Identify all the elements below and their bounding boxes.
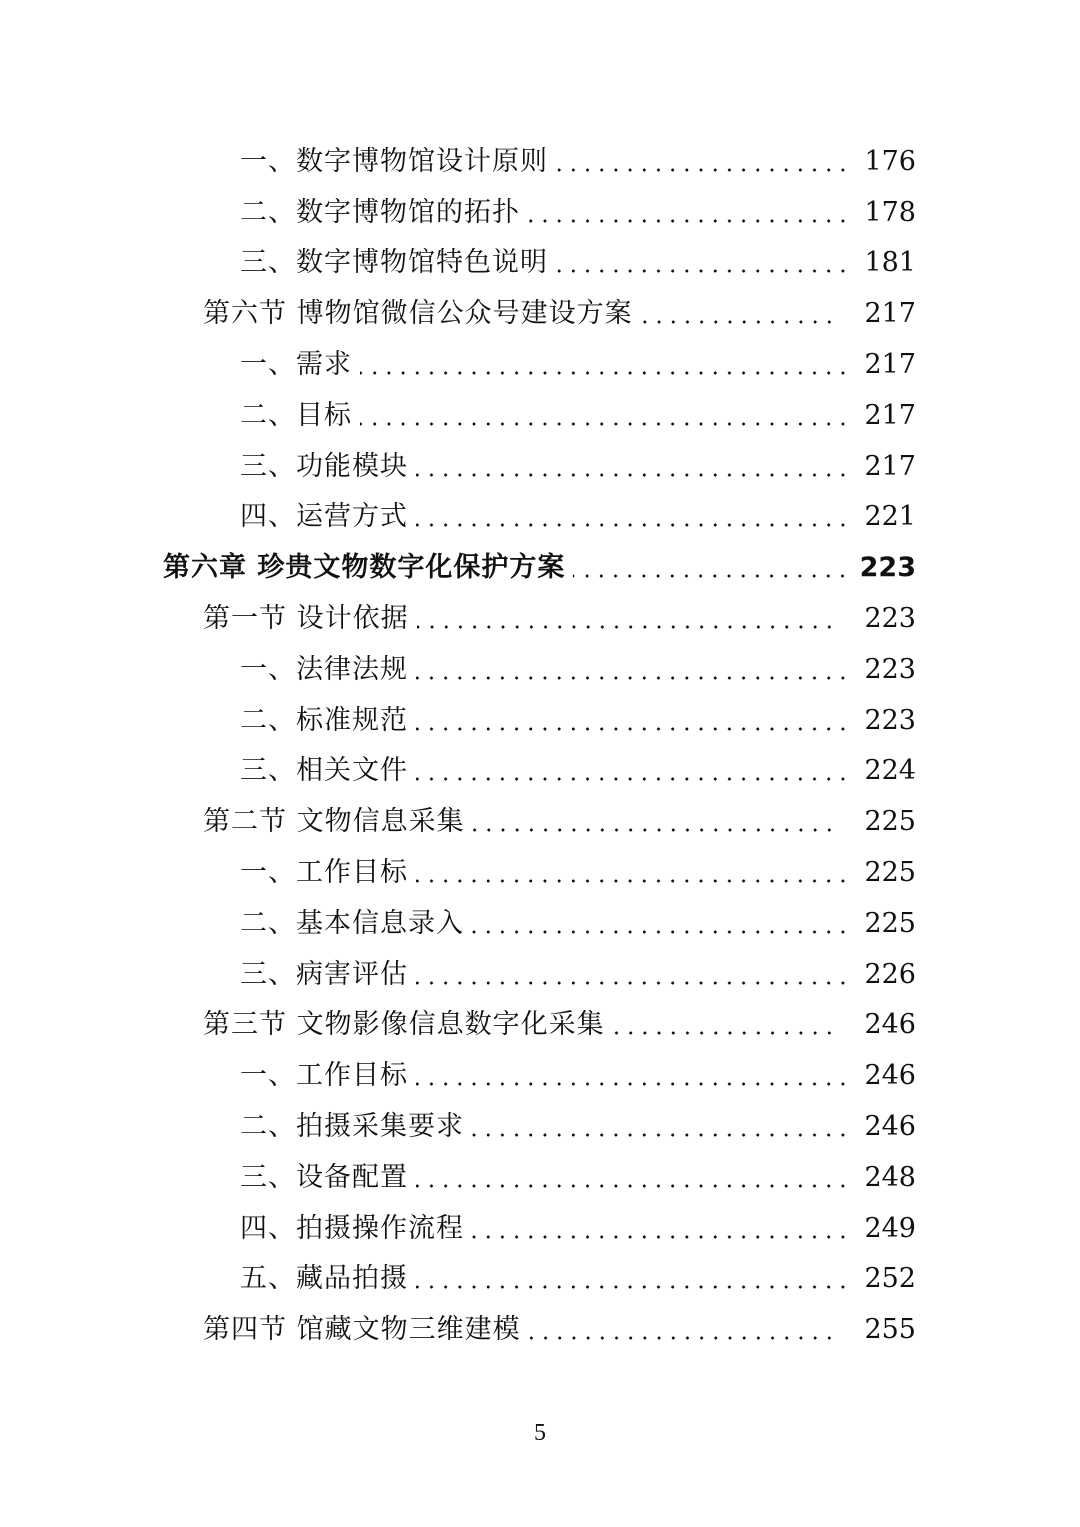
dot-leader <box>641 320 836 324</box>
toc-entry-title: 二、目标 <box>240 399 352 431</box>
toc-subsection-entry[interactable] <box>0 644 1080 695</box>
toc-entry-page: 217 <box>864 450 916 482</box>
toc-entry-page: 223 <box>864 603 916 635</box>
toc-entry-title: 第一节 设计依据 <box>203 603 409 635</box>
toc-entry-page: 178 <box>864 196 916 228</box>
dot-leader <box>416 879 850 883</box>
toc-entry-title: 一、需求 <box>240 349 352 381</box>
dot-leader <box>472 1133 850 1137</box>
toc-subsection-entry[interactable] <box>0 1050 1080 1101</box>
toc-subsection-entry[interactable] <box>0 441 1080 492</box>
toc-subsection-entry[interactable] <box>0 847 1080 898</box>
dot-leader <box>528 219 850 223</box>
toc-entry-page: 217 <box>864 399 916 431</box>
toc-section-entry[interactable] <box>0 1304 1080 1355</box>
toc-entry-page: 246 <box>864 1060 916 1092</box>
toc-entry-page: 226 <box>864 958 916 990</box>
toc-subsection-entry[interactable] <box>0 390 1080 441</box>
dot-leader <box>416 727 850 731</box>
toc-entry-page: 225 <box>864 806 916 838</box>
toc-subsection-entry[interactable] <box>0 136 1080 187</box>
dot-leader <box>416 1285 850 1289</box>
toc-entry-page: 248 <box>864 1161 916 1193</box>
toc-subsection-entry[interactable] <box>0 949 1080 1000</box>
toc-entry-title: 一、工作目标 <box>240 857 408 889</box>
toc-chapter-entry[interactable] <box>0 542 1080 593</box>
toc-entry-page: 246 <box>864 1111 916 1143</box>
dot-leader <box>416 1082 850 1086</box>
toc-section-entry[interactable] <box>0 796 1080 847</box>
dot-leader <box>573 574 850 578</box>
toc-entry-title: 第四节 馆藏文物三维建模 <box>203 1314 521 1346</box>
dot-leader <box>416 1184 850 1188</box>
dot-leader <box>556 168 850 172</box>
dot-leader <box>360 371 850 375</box>
toc-section-entry[interactable] <box>0 593 1080 644</box>
toc-entry-page: 176 <box>864 145 916 177</box>
dot-leader <box>360 422 850 426</box>
dot-leader <box>472 1235 850 1239</box>
dot-leader <box>417 625 836 629</box>
toc-subsection-entry[interactable] <box>0 1101 1080 1152</box>
toc-subsection-entry[interactable] <box>0 746 1080 797</box>
table-of-contents <box>0 136 1080 1355</box>
toc-entry-page: 181 <box>864 247 916 279</box>
toc-entry-title: 三、设备配置 <box>240 1161 408 1193</box>
dot-leader <box>473 828 836 832</box>
toc-entry-page: 255 <box>864 1314 916 1346</box>
toc-entry-title: 三、数字博物馆特色说明 <box>240 247 548 279</box>
dot-leader <box>529 1336 836 1340</box>
toc-entry-title: 四、拍摄操作流程 <box>240 1212 464 1244</box>
toc-entry-title: 一、数字博物馆设计原则 <box>240 145 548 177</box>
dot-leader <box>556 269 850 273</box>
toc-entry-page: 246 <box>864 1009 916 1041</box>
toc-entry-title: 第六章 珍贵文物数字化保护方案 <box>163 552 566 584</box>
toc-entry-page: 223 <box>864 653 916 685</box>
toc-subsection-entry[interactable] <box>0 1203 1080 1254</box>
toc-entry-title: 四、运营方式 <box>240 501 408 533</box>
toc-entry-page: 217 <box>864 349 916 381</box>
toc-entry-page: 249 <box>864 1212 916 1244</box>
toc-entry-page: 217 <box>864 298 916 330</box>
toc-subsection-entry[interactable] <box>0 187 1080 238</box>
toc-entry-title: 三、相关文件 <box>240 755 408 787</box>
toc-entry-page: 221 <box>864 501 916 533</box>
toc-entry-page: 252 <box>864 1263 916 1295</box>
toc-entry-title: 第六节 博物馆微信公众号建设方案 <box>203 298 633 330</box>
toc-entry-page: 225 <box>864 857 916 889</box>
toc-entry-title: 第三节 文物影像信息数字化采集 <box>203 1009 605 1041</box>
toc-subsection-entry[interactable] <box>0 898 1080 949</box>
toc-entry-title: 一、工作目标 <box>240 1060 408 1092</box>
toc-subsection-entry[interactable] <box>0 1152 1080 1203</box>
toc-entry-title: 第二节 文物信息采集 <box>203 806 465 838</box>
toc-subsection-entry[interactable] <box>0 695 1080 746</box>
toc-entry-page: 225 <box>864 907 916 939</box>
toc-entry-page: 223 <box>864 704 916 736</box>
dot-leader <box>416 777 850 781</box>
toc-entry-title: 二、标准规范 <box>240 704 408 736</box>
toc-section-entry[interactable] <box>0 1000 1080 1051</box>
toc-entry-title: 三、功能模块 <box>240 450 408 482</box>
page-number: 5 <box>534 1420 546 1446</box>
toc-entry-title: 二、数字博物馆的拓扑 <box>240 196 520 228</box>
toc-subsection-entry[interactable] <box>0 238 1080 289</box>
toc-section-entry[interactable] <box>0 288 1080 339</box>
toc-entry-title: 二、基本信息录入 <box>240 907 464 939</box>
toc-entry-title: 三、病害评估 <box>240 958 408 990</box>
toc-entry-page: 223 <box>859 552 916 584</box>
dot-leader <box>416 523 850 527</box>
toc-entry-title: 二、拍摄采集要求 <box>240 1111 464 1143</box>
toc-entry-title: 五、藏品拍摄 <box>240 1263 408 1295</box>
dot-leader <box>416 676 850 680</box>
toc-subsection-entry[interactable] <box>0 492 1080 543</box>
toc-entry-title: 一、法律法规 <box>240 653 408 685</box>
toc-subsection-entry[interactable] <box>0 1254 1080 1305</box>
dot-leader <box>416 473 850 477</box>
dot-leader <box>416 981 850 985</box>
toc-entry-page: 224 <box>864 755 916 787</box>
toc-subsection-entry[interactable] <box>0 339 1080 390</box>
dot-leader <box>472 930 850 934</box>
dot-leader <box>613 1031 836 1035</box>
